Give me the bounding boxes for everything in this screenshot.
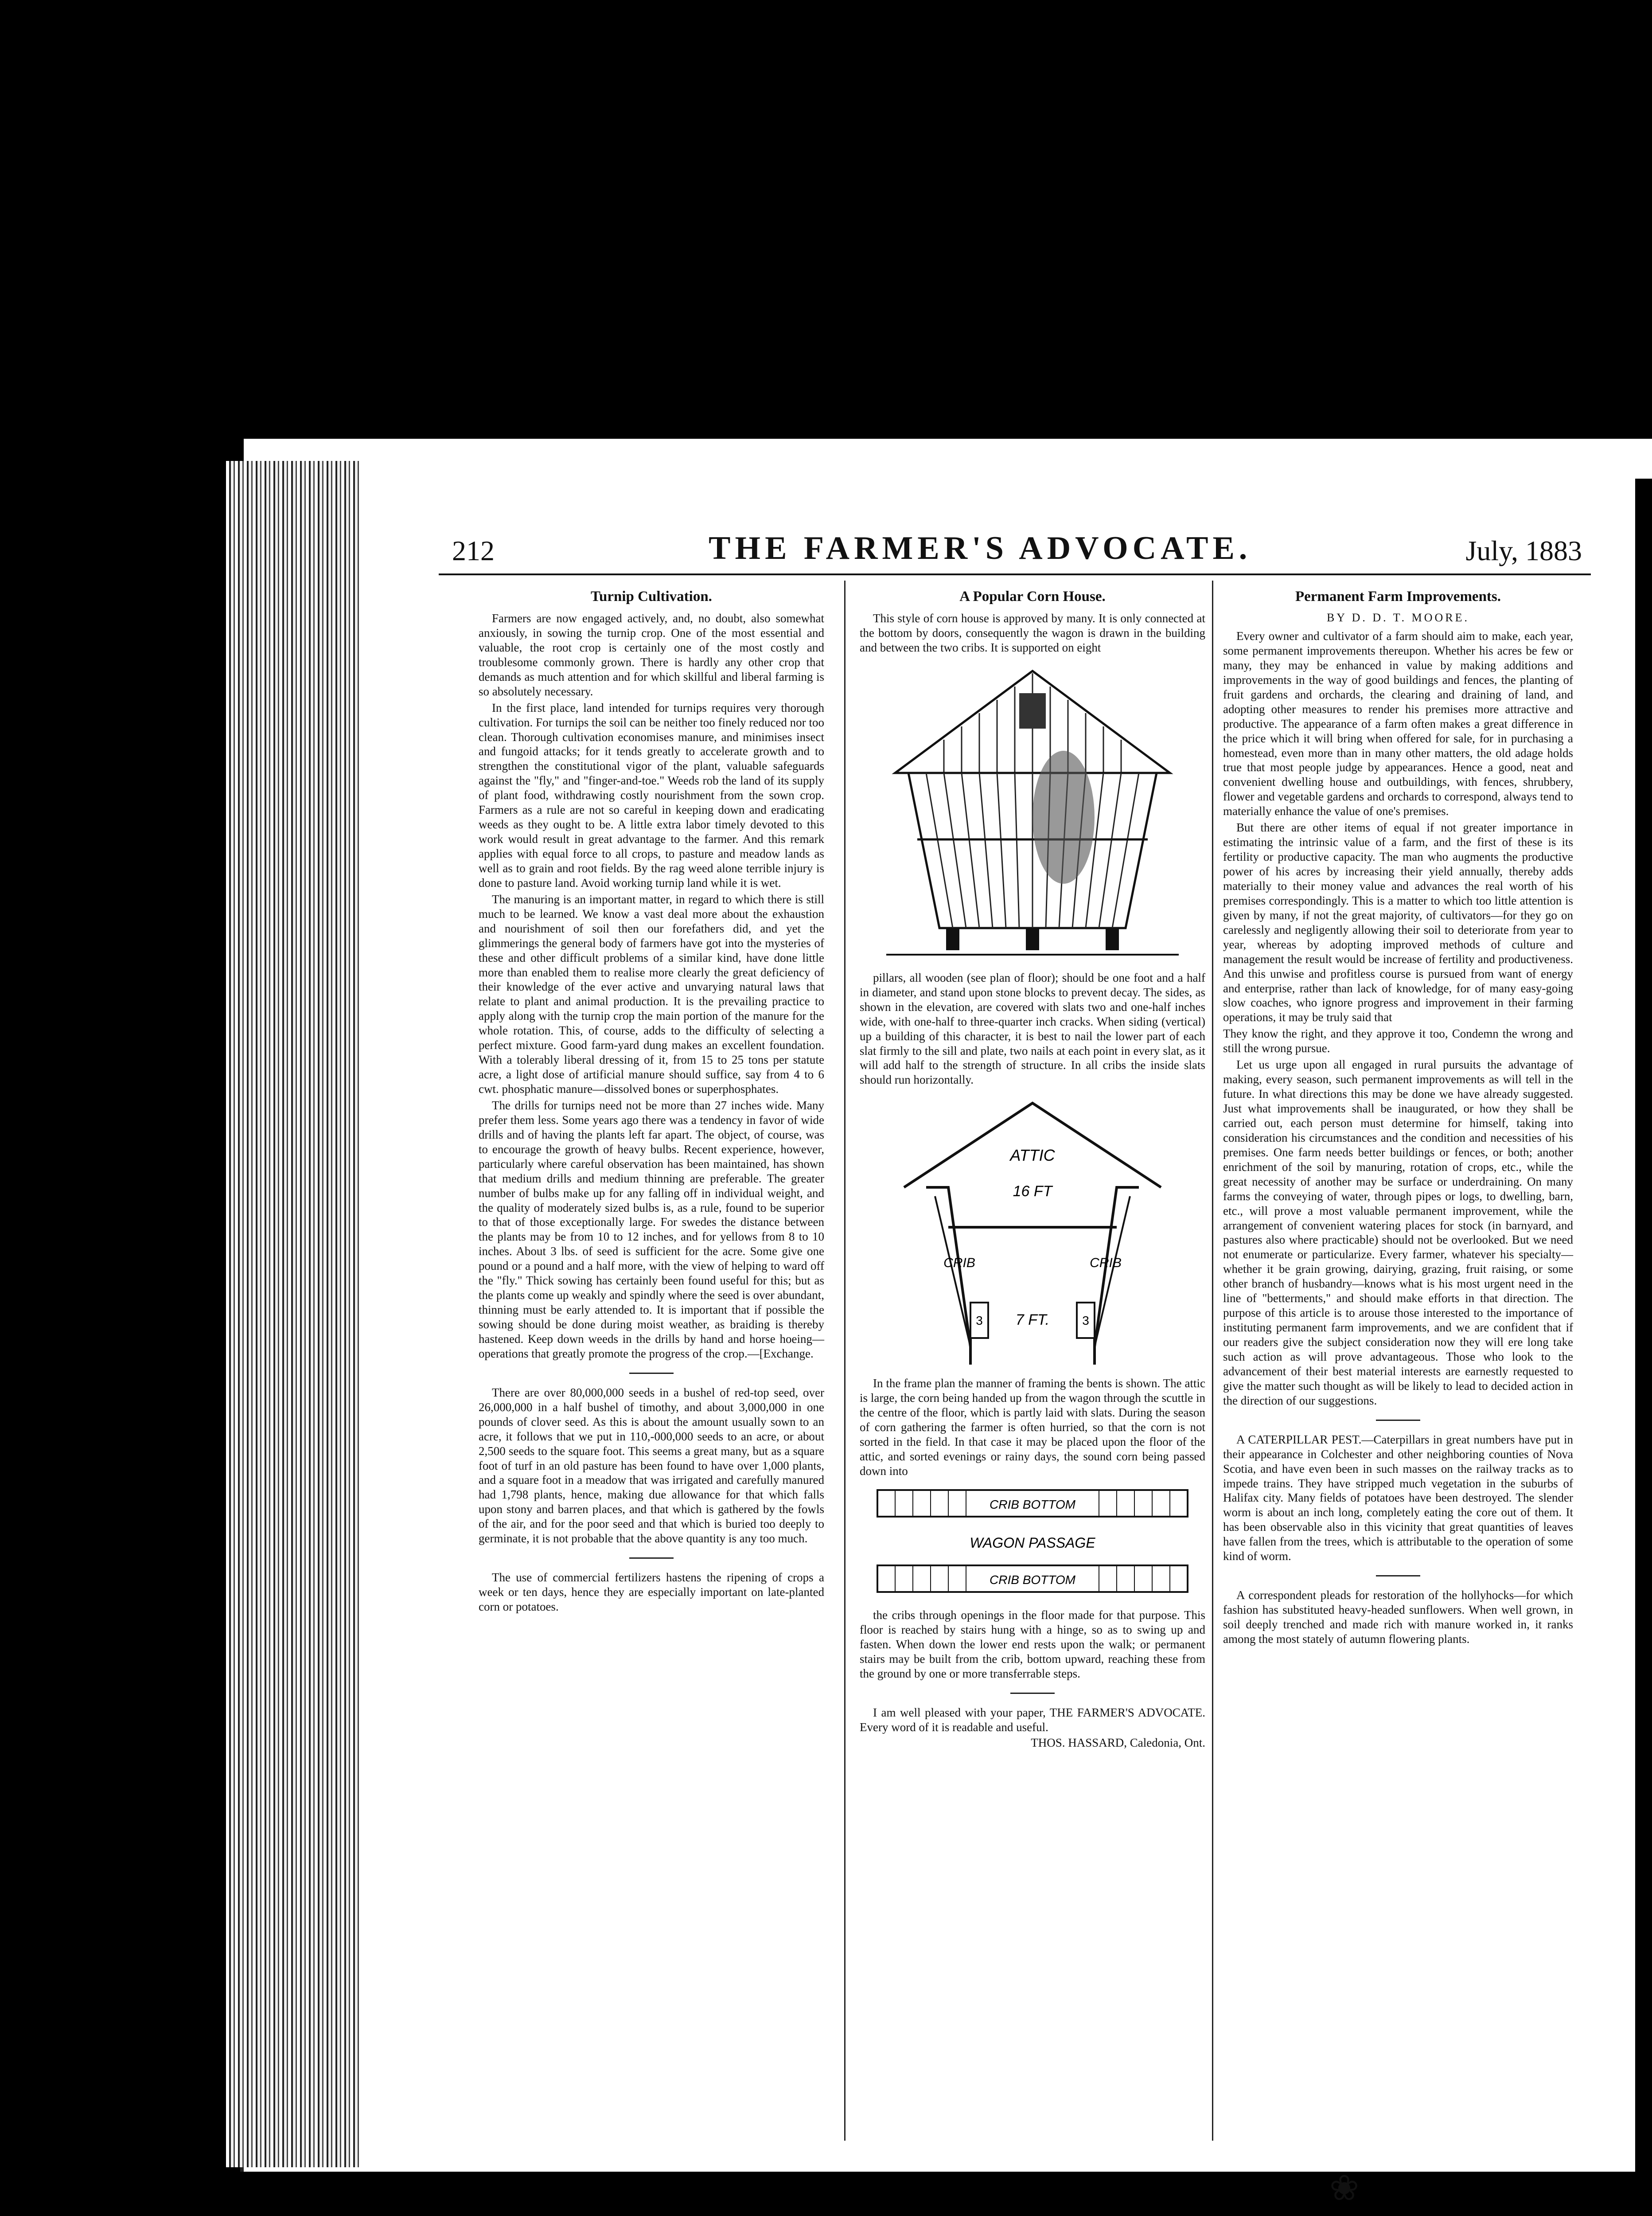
plan-label-top: CRIB BOTTOM (990, 1497, 1075, 1511)
column-corn-house (860, 581, 1205, 1750)
column-turnip (479, 581, 824, 1616)
letter-paragraph: I am well pleased with your paper, THE FARMER'S ADVOCATE. Every word of it is readable and useful. (860, 1705, 1205, 1734)
article-heading: Permanent Farm Improvements. (1295, 589, 1501, 605)
corn-house-elevation-illustration (869, 662, 1196, 964)
frame-label-post-right: 3 (1082, 1314, 1089, 1328)
floor-plan-diagram (869, 1486, 1196, 1601)
frame-label-post-left: 3 (976, 1314, 983, 1328)
article-paragraph: The drills for turnips need not be more than 27 inches wide. Many prefer them less. Some years ago there was a tendency in favor of wide drills and of having the plants left far apart. The object, of course, was to encourage the growth of heavy bulbs. Recent experience, however, particularly where careful observation has been maintained, has shown that medium drills and medium thinning are preferable. The greater number of bulbs make up for any falling off in individual weight, and the quality of moderately sized bulbs is, as a rule, found to be superior to that of those exceptionally large. For swedes the distance between the plants may be from 10 to 12 inches, and for yellows from 8 to 10 inches. About 3 lbs. of seed is sufficient for the acre. Some give one pound or a pound and a half more, with the view of helping to ward off the "fly." Thick sowing has certainly been found useful for this; but as the plants come up weakly and spindly where the seed is over abundant, thinning must be early attended to. It is important that if possible the sowing should be done during moist weather, as braiding is thereby hastened. Keep down weeds in the drills by hand and horse hoeing—operations that greatly promote the progress of the crop.—[Exchange. (479, 1098, 824, 1360)
frame-label-height: 7 FT. (1015, 1311, 1050, 1329)
plan-label-bottom: CRIB BOTTOM (990, 1572, 1075, 1587)
page-number: 212 (452, 535, 495, 566)
masthead-rule (439, 574, 1591, 575)
article-paragraph: In the first place, land intended for turnips requires very thorough cultivation. For turnips the soil can be neither too finely reduced nor too clean. Thorough cultivation economises manure, and minimises insect and fungoid attacks; for it tends greatly to accelerate growth and to strengthen the constitutional vigor of the plant, valuable safeguards against the "fly," and "finger-and-toe." Weeds rob the land of its supply of plant food, withdrawing costly nourishment from the sown crop. Farmers as a rule are not so careful in keeping down and eradicating weeds as they ought to be. A little extra labor timely devoted to this work would result in great advantage to the farmer. And this remark applies with equal force to all crops, to pasture and meadow lands as well as to grain and root fields. By the rag weed alone terrible injury is done to pasture land. Avoid working turnip land while it is wet. (479, 701, 824, 890)
separator (629, 1557, 674, 1559)
ink-blot: ❀ (1329, 2169, 1360, 2208)
verse-quote: They know the right, and they approve it too, Condemn the wrong and still the wrong pursue. (1223, 1027, 1573, 1055)
corn-house-frame-plan-diagram (869, 1094, 1196, 1369)
letter-signature: THOS. HASSARD, Caledonia, Ont. (1031, 1736, 1205, 1750)
article-paragraph: But there are other items of equal if not greater importance in estimating the intrinsic value of a farm, and the first of these is its fertility or productive capacity. The man who augments the productive power of his acres by increasing their yield annually, thereby adds materially to their money value and advances the real worth of his premises correspondingly. This is a matter to which too little attention is given by many, if not the great majority, of cultivators—for they go on carelessly and negligently allowing their soil to deteriorate from year to year, whereas by adopting improved methods of culture and management the result would be increase of fertility and productiveness. And this unwise and profitless course is pursued from want of energy and enterprise, rather than lack of knowledge, for of many easy-going slow coaches, who ignore progress and improvement in their farming operations, it may be truly said that (1223, 821, 1573, 1024)
frame-label-crib-left: CRIB (943, 1256, 975, 1271)
article-heading: A Popular Corn House. (959, 589, 1106, 605)
book-spine (226, 461, 359, 2167)
article-byline: BY D. D. T. MOORE. (1326, 611, 1470, 624)
column-divider (844, 581, 845, 2141)
frame-label-crib-right: CRIB (1090, 1256, 1122, 1271)
article-paragraph: pillars, all wooden (see plan of floor); should be one foot and a half in diameter, and stand upon stone blocks to prevent decay. The sides, as shown in the elevation, are covered with slats two and one-half inches wide, with one-half to three-quarter inch cracks. When siding (vertical) up a building of this character, it is best to nail the lower part of each slat firmly to the sill and plate, two nails at each point in every slat, as it will add half to the strength of structure. In all cribs the inside slats should run horizontally. (860, 971, 1205, 1087)
article-heading: Turnip Cultivation. (591, 589, 712, 605)
frame-label-width: 16 FT (1013, 1183, 1052, 1200)
separator (1376, 1575, 1420, 1576)
article-paragraph: Farmers are now engaged actively, and, no doubt, also somewhat anxiously, in sowing the turnip crop. One of the most essential and valuable, the root crop is certainly one of the most costly and troublesome commonly grown. There is hardly any other crop that demands as much attention and for which skillful and liberal farming is so absolutely necessary. (479, 612, 824, 698)
article-paragraph: The use of commercial fertilizers hastens the ripening of crops a week or ten days, hence they are especially important on late-planted corn or potatoes. (479, 1571, 824, 1613)
article-paragraph: There are over 80,000,000 seeds in a bushel of red-top seed, over 26,000,000 in a half bushel of timothy, and about 3,000,000 in one pounds of clover seed. As this is about the amount usually sown to an acre, it follows that we put in 110,-000,000 seeds to an acre, or about 2,500 seeds to the square foot. This seems a great many, but as a square foot of turf in an old pasture has been found to have over 1,000 plants, and a square foot in a meadow that was irrigated and carefully manured had 1,798 plants, hence, making due allowance for that which falls upon stony and barren places, and that which is gathered by the fowls of the air, and for the poor seed and that which is buried too deeply to germinate, it is not probable that the above quantity is any too much. (479, 1385, 824, 1545)
separator (1010, 1693, 1055, 1694)
article-paragraph: A correspondent pleads for restoration of the hollyhocks—for which fashion has substituted heavy-headed sunflowers. When well grown, in soil deeply trenched and made rich with manure worked in, it ranks among the most stately of autumn flowering plants. (1223, 1588, 1573, 1646)
issue-date: July, 1883 (1465, 535, 1582, 566)
column-farm-improvements (1223, 581, 1573, 1648)
article-paragraph: This style of corn house is approved by many. It is only connected at the bottom by doors, consequently the wagon is drawn in the building and between the two cribs. It is supported on eight (860, 612, 1205, 654)
article-paragraph: The manuring is an important matter, in regard to which there is still much to be learned. We know a vast deal more about the exhaustion and nourishment of soil then our forefathers did, and yet the glimmerings the general body of farmers have got into the mysteries of these and other difficult problems of a similar kind, have done little more than enabled them to realise more clearly the great deficiency of their knowledge of the ever active and unvarying natural laws that relate to plant and animal production. It is the prevailing practice to apply along with the turnip crop the main portion of the manure for the whole rotation. This, of course, adds to the difficulty of selecting a perfect mixture. Good farm-yard dung makes an excellent foundation. With a tolerably liberal dressing of it, from 15 to 25 tons per statute acre, a light dose of artificial manure should suffice, say from 4 to 6 cwt. phosphatic manure—dissolved bones or superphosphates. (479, 892, 824, 1096)
article-paragraph: the cribs through openings in the floor made for that purpose. This floor is reached by stairs hung with a hinge, so as to swing up and fasten. When down the lower end rests upon the walk; or permanent stairs may be built from the crib, bottom upward, reaching these from the ground by one or more transferrable steps. (860, 1608, 1205, 1680)
newspaper-title: THE FARMER'S ADVOCATE. (709, 530, 1252, 566)
plan-label-middle: WAGON PASSAGE (970, 1534, 1095, 1551)
article-paragraph: Let us urge upon all engaged in rural pursuits the advantage of making, every season, such permanent improvements as will tell in the future. In what directions this may be done we have already suggested. Just what improvements shall be inaugurated, or how they shall be carried out, each person must determine for himself, taking into consideration his circumstances and the condition and necessities of his premises. One farm needs better buildings or fences, or both; another enrichment of the soil by manuring, rotation of crops, etc., while the great necessity of another may be surface or underdraining. On many farms the conveying of water, through pipes or logs, to dwelling, barn, etc., will prove a most valuable permanent improvement, while the arrangement of convenient watering places for stock (in barnyard, and pastures also where practicable) should not be overlooked. But we need not enumerate or particularize. Every farmer, whatever his specialty—whether it be grain growing, dairying, grazing, fruit raising, or some other branch of husbandry—knows what is his most urgent need in the line of "betterments," and should make efforts in that direction. The purpose of this article is to arouse those interested to the importance of instituting permanent farm improvements, and we are confident that if our readers give the subject consideration now they will ere long take such action as will prove advantageous. Those who look to the advancement of their best material interests are earnestly requested to give the matter such thought as will be likely to lead to decided action in the direction of our suggestions. (1223, 1058, 1573, 1407)
separator (629, 1373, 674, 1374)
article-paragraph: In the frame plan the manner of framing the bents is shown. The attic is large, the corn being handed up from the wagon through the scuttle in the centre of the floor, which is partly laid with slats. During the season of corn gathering the farmer is often hurried, so that the corn is not sorted in the field. In that case it may be placed upon the floor of the attic, and sorted evenings or rainy days, the sound corn being passed down into (860, 1377, 1205, 1478)
article-paragraph: A CATERPILLAR PEST.—Caterpillars in great numbers have put in their appearance in Colchester and other neighboring counties of Nova Scotia, and have even been in such masses on the railway tracks as to impede trains. They have stripped much vegetation in the suburbs of Halifax city. Many fields of potatoes have been destroyed. The slender worm is about an inch long, completely eating the core out of them. It has been observable also in this vicinity that great quantities of leaves have fallen from the trees, which is attributable to the operation of some kind of worm. (1223, 1432, 1573, 1563)
column-divider (1212, 581, 1213, 2141)
frame-label-attic: ATTIC (1010, 1146, 1055, 1165)
article-paragraph: Every owner and cultivator of a farm should aim to make, each year, some permanent improvements thereupon. Whether his acres be few or many, they may be enhanced in value by making additions and improvements in the way of good buildings and fences, the planting of fruit gardens and orchards, the clearing and draining of land, and adopting other measures to render his premises more attractive and productive. The appearance of a farm often makes a great difference in the price which it will bring when offered for sale, for in purchasing a homestead, even more than in many other matters, the old adage holds true that most people judge by appearances. Hence a good, neat and convenient dwelling house and outbuildings, with fences, shrubbery, flower and vegetable gardens and orchards to correspond, always tend to materially enhance the value of one's premises. (1223, 629, 1573, 818)
masthead (452, 532, 1582, 567)
separator (1376, 1420, 1420, 1421)
